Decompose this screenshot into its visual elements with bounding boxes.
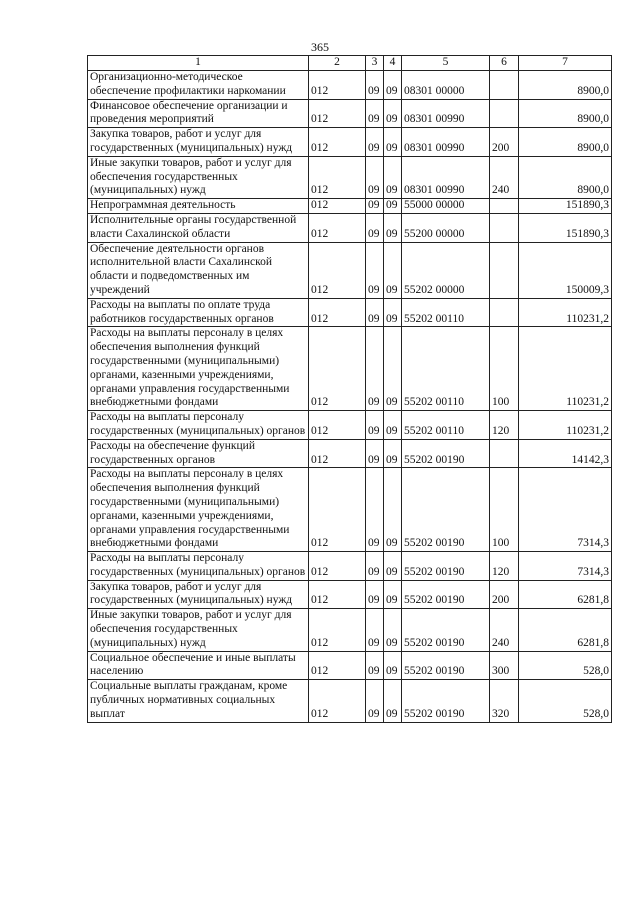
expense-type-code — [490, 199, 519, 214]
target-article-code: 55202 00190 — [402, 468, 490, 552]
subsection-code: 09 — [384, 71, 402, 100]
target-article-code: 55202 00190 — [402, 580, 490, 609]
item-name: Непрограммная деятельность — [88, 199, 309, 214]
ministry-code: 012 — [309, 71, 366, 100]
amount-value: 8900,0 — [519, 71, 612, 100]
table-row — [88, 213, 612, 242]
table-row — [88, 468, 612, 552]
section-code: 09 — [366, 156, 384, 198]
item-name: Организационно-методическое обеспечение профилактики наркомании — [88, 71, 309, 100]
ministry-code: 012 — [309, 552, 366, 581]
column-header: 5 — [402, 56, 490, 71]
amount-value: 7314,3 — [519, 468, 612, 552]
expense-type-code — [490, 439, 519, 468]
expense-type-code — [490, 242, 519, 298]
section-code: 09 — [366, 580, 384, 609]
expense-type-code: 200 — [490, 580, 519, 609]
subsection-code: 09 — [384, 552, 402, 581]
section-code: 09 — [366, 439, 384, 468]
section-code: 09 — [366, 298, 384, 327]
target-article-code: 55200 00000 — [402, 213, 490, 242]
expense-type-code — [490, 298, 519, 327]
subsection-code: 09 — [384, 680, 402, 722]
subsection-code: 09 — [384, 199, 402, 214]
target-article-code: 55202 00110 — [402, 327, 490, 411]
table-row — [88, 651, 612, 680]
ministry-code: 012 — [309, 609, 366, 651]
target-article-code: 08301 00990 — [402, 156, 490, 198]
amount-value: 8900,0 — [519, 99, 612, 128]
ministry-code: 012 — [309, 199, 366, 214]
column-header: 7 — [519, 56, 612, 71]
subsection-code: 09 — [384, 128, 402, 157]
item-name: Иные закупки товаров, работ и услуг для обеспечения государственных (муниципальных) нужд — [88, 156, 309, 198]
target-article-code: 55202 00190 — [402, 651, 490, 680]
section-code: 09 — [366, 199, 384, 214]
subsection-code: 09 — [384, 580, 402, 609]
subsection-code: 09 — [384, 468, 402, 552]
section-code: 09 — [366, 327, 384, 411]
ministry-code: 012 — [309, 439, 366, 468]
item-name: Социальное обеспечение и иные выплаты населению — [88, 651, 309, 680]
ministry-code: 012 — [309, 468, 366, 552]
table-row — [88, 411, 612, 440]
item-name: Иные закупки товаров, работ и услуг для обеспечения государственных (муниципальных) нужд — [88, 609, 309, 651]
table-row — [88, 580, 612, 609]
ministry-code: 012 — [309, 242, 366, 298]
section-code: 09 — [366, 609, 384, 651]
ministry-code: 012 — [309, 327, 366, 411]
subsection-code: 09 — [384, 99, 402, 128]
budget-table — [87, 55, 612, 723]
expense-type-code: 120 — [490, 411, 519, 440]
ministry-code: 012 — [309, 298, 366, 327]
item-name: Расходы на выплаты персоналу в целях обеспечения выполнения функций государственными (муниципальными) органами, казенными учреждениями, органами управления государственными внебюджетными фондами — [88, 327, 309, 411]
item-name: Расходы на выплаты персоналу государственных (муниципальных) органов — [88, 552, 309, 581]
amount-value: 110231,2 — [519, 411, 612, 440]
table-row — [88, 327, 612, 411]
subsection-code: 09 — [384, 439, 402, 468]
item-name: Закупка товаров, работ и услуг для государственных (муниципальных) нужд — [88, 580, 309, 609]
item-name: Расходы на выплаты по оплате труда работников государственных органов — [88, 298, 309, 327]
section-code: 09 — [366, 242, 384, 298]
amount-value: 6281,8 — [519, 609, 612, 651]
target-article-code: 55202 00110 — [402, 411, 490, 440]
subsection-code: 09 — [384, 609, 402, 651]
item-name: Расходы на выплаты персоналу государственных (муниципальных) органов — [88, 411, 309, 440]
subsection-code: 09 — [384, 327, 402, 411]
table-body — [88, 56, 612, 723]
expense-type-code: 200 — [490, 128, 519, 157]
item-name: Расходы на обеспечение функций государственных органов — [88, 439, 309, 468]
target-article-code: 55202 00190 — [402, 609, 490, 651]
target-article-code: 08301 00990 — [402, 128, 490, 157]
expense-type-code: 100 — [490, 468, 519, 552]
table-row — [88, 199, 612, 214]
expense-type-code: 240 — [490, 156, 519, 198]
target-article-code: 55202 00190 — [402, 439, 490, 468]
table-row — [88, 242, 612, 298]
item-name: Закупка товаров, работ и услуг для государственных (муниципальных) нужд — [88, 128, 309, 157]
section-code: 09 — [366, 468, 384, 552]
subsection-code: 09 — [384, 298, 402, 327]
item-name: Финансовое обеспечение организации и проведения мероприятий — [88, 99, 309, 128]
target-article-code: 08301 00000 — [402, 71, 490, 100]
expense-type-code — [490, 213, 519, 242]
ministry-code: 012 — [309, 213, 366, 242]
subsection-code: 09 — [384, 213, 402, 242]
expense-type-code: 120 — [490, 552, 519, 581]
amount-value: 528,0 — [519, 651, 612, 680]
amount-value: 150009,3 — [519, 242, 612, 298]
section-code: 09 — [366, 411, 384, 440]
target-article-code: 55202 00000 — [402, 242, 490, 298]
section-code: 09 — [366, 128, 384, 157]
amount-value: 8900,0 — [519, 128, 612, 157]
target-article-code: 55000 00000 — [402, 199, 490, 214]
section-code: 09 — [366, 71, 384, 100]
target-article-code: 55202 00190 — [402, 680, 490, 722]
expense-type-code: 100 — [490, 327, 519, 411]
section-code: 09 — [366, 552, 384, 581]
table-row — [88, 680, 612, 722]
amount-value: 151890,3 — [519, 213, 612, 242]
table-row — [88, 552, 612, 581]
table-row — [88, 71, 612, 100]
ministry-code: 012 — [309, 411, 366, 440]
amount-value: 110231,2 — [519, 298, 612, 327]
section-code: 09 — [366, 213, 384, 242]
section-code: 09 — [366, 99, 384, 128]
section-code: 09 — [366, 651, 384, 680]
target-article-code: 55202 00110 — [402, 298, 490, 327]
table-row — [88, 298, 612, 327]
target-article-code: 08301 00990 — [402, 99, 490, 128]
amount-value: 6281,8 — [519, 580, 612, 609]
table-header-row — [88, 56, 612, 71]
item-name: Расходы на выплаты персоналу в целях обеспечения выполнения функций государственными (муниципальными) органами, казенными учреждениями, органами управления государственными внебюджетными фондами — [88, 468, 309, 552]
table-row — [88, 128, 612, 157]
item-name: Исполнительные органы государственной власти Сахалинской области — [88, 213, 309, 242]
expense-type-code: 240 — [490, 609, 519, 651]
item-name: Социальные выплаты гражданам, кроме публичных нормативных социальных выплат — [88, 680, 309, 722]
subsection-code: 09 — [384, 242, 402, 298]
ministry-code: 012 — [309, 580, 366, 609]
subsection-code: 09 — [384, 156, 402, 198]
expense-type-code — [490, 71, 519, 100]
table-row — [88, 439, 612, 468]
amount-value: 151890,3 — [519, 199, 612, 214]
subsection-code: 09 — [384, 651, 402, 680]
column-header: 2 — [309, 56, 366, 71]
expense-type-code: 300 — [490, 651, 519, 680]
ministry-code: 012 — [309, 156, 366, 198]
amount-value: 7314,3 — [519, 552, 612, 581]
page-number: 365 — [311, 40, 329, 54]
column-header: 3 — [366, 56, 384, 71]
table-row — [88, 99, 612, 128]
ministry-code: 012 — [309, 680, 366, 722]
amount-value: 110231,2 — [519, 327, 612, 411]
column-header: 6 — [490, 56, 519, 71]
item-name: Обеспечение деятельности органов исполнительной власти Сахалинской области и подведомственных им учреждений — [88, 242, 309, 298]
column-header: 1 — [88, 56, 309, 71]
subsection-code: 09 — [384, 411, 402, 440]
amount-value: 528,0 — [519, 680, 612, 722]
expense-type-code: 320 — [490, 680, 519, 722]
ministry-code: 012 — [309, 651, 366, 680]
ministry-code: 012 — [309, 99, 366, 128]
amount-value: 14142,3 — [519, 439, 612, 468]
column-header: 4 — [384, 56, 402, 71]
expense-type-code — [490, 99, 519, 128]
section-code: 09 — [366, 680, 384, 722]
ministry-code: 012 — [309, 128, 366, 157]
table-row — [88, 609, 612, 651]
target-article-code: 55202 00190 — [402, 552, 490, 581]
amount-value: 8900,0 — [519, 156, 612, 198]
table-row — [88, 156, 612, 198]
